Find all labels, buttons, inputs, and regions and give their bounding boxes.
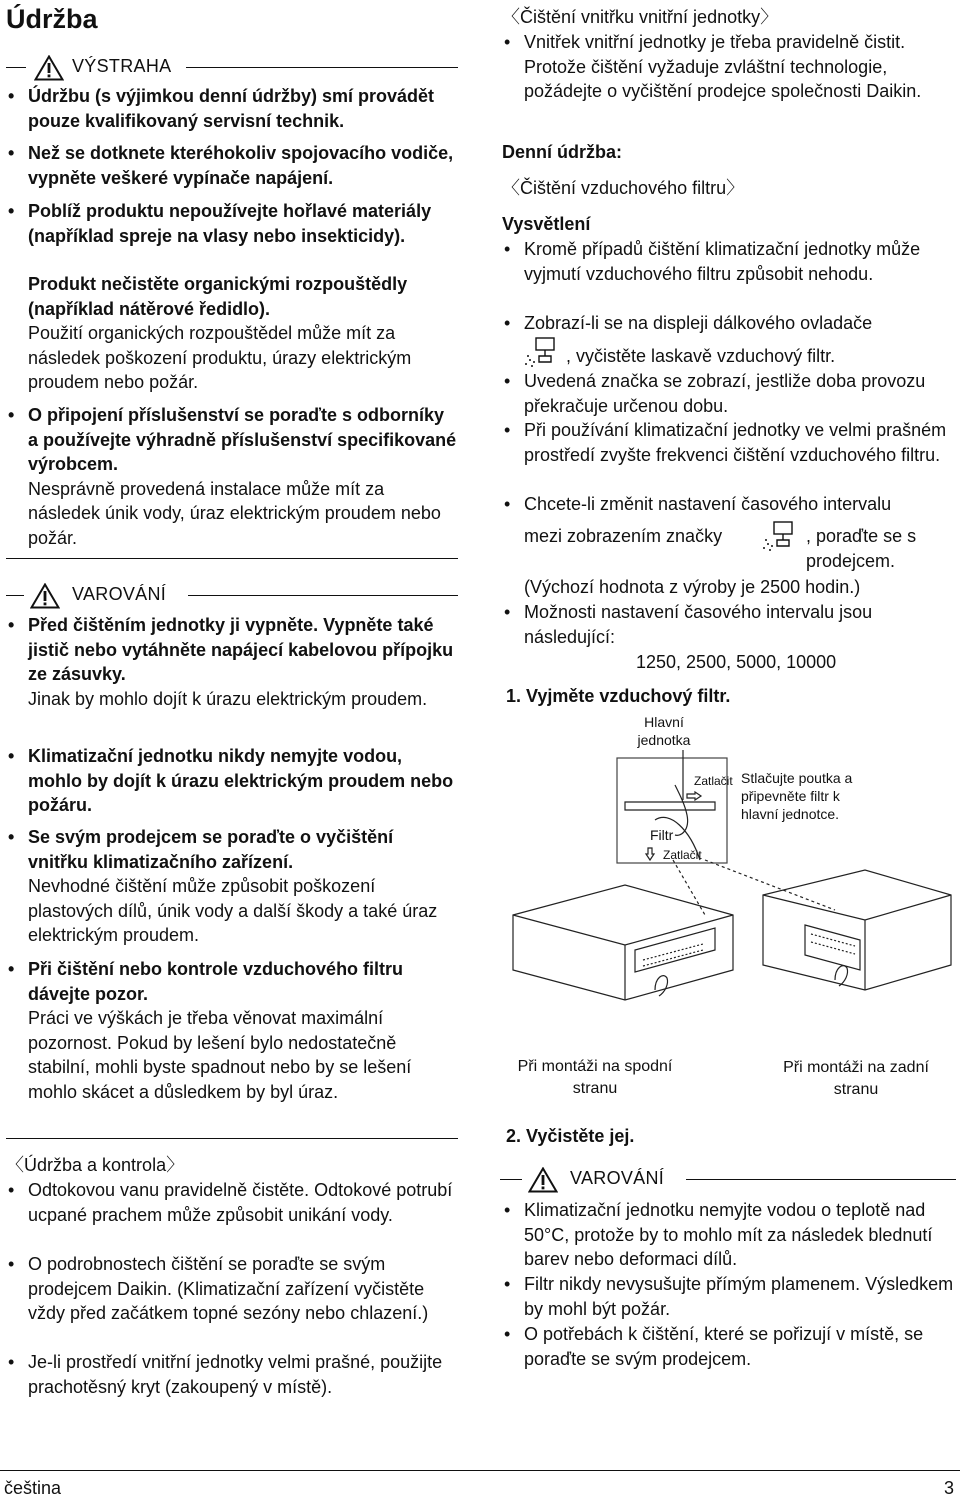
warning-item-bold: Než se dotknete kteréhokoliv spojovacího vodiče, vypněte veškeré vypínače napájení.	[28, 143, 454, 188]
caution-item-note: Jinak by mohlo dojít k úrazu elektrickým proudem.	[28, 688, 428, 709]
caption-back-mount: Při montáži na zadní stranu	[783, 1059, 929, 1098]
caution-item-bold: Před čištěním jednotky ji vypněte. Vypněte také jistič nebo vytáhněte napájecí kabelovou přípojku ze zásuvky.	[28, 615, 454, 684]
caution-item-note: Práci ve výškách je třeba věnovat maximální pozornost. Pokud by lešení bylo nedostatečně stabilní, mohli byste spadnout nebo by se lešení mohlo skácet a důsledkem by byl úraz.	[28, 1008, 412, 1102]
fig-label-filter: Filtr	[650, 827, 674, 843]
warning-item-bold: O připojení příslušenství se poraďte s odborníky a používejte výhradně příslušenství specifikované výrobcem.	[28, 405, 457, 474]
filter-removal-illustration	[505, 710, 955, 1050]
caution-item-bold: Klimatizační jednotku nikdy nemyjte vodou, mohlo by dojít k úrazu elektrickým proudem nebo požáru.	[28, 746, 454, 815]
page-number: 3	[943, 1478, 954, 1498]
warning-item-bold: Produkt nečistěte organickými rozpouštědly (například nátěrové ředidlo).	[28, 274, 408, 319]
filter-sign-icon	[760, 520, 804, 554]
explanation-item-cont: , poraďte se s prodejcem.	[806, 526, 917, 571]
caution-header	[6, 583, 458, 609]
page-title: Údržba	[6, 4, 98, 34]
warning-triangle-icon	[528, 1167, 558, 1193]
caution-item-bold: Při čištění nebo kontrole vzduchového filtru dávejte pozor.	[28, 959, 404, 1004]
step-2: 2. Vyčistěte jej.	[506, 1126, 635, 1146]
caution-title: VAROVÁNÍ	[72, 584, 167, 604]
daily-maintenance-heading: Denní údržba:	[502, 142, 622, 162]
warning-triangle-icon	[30, 583, 60, 609]
filter-cleaning-heading: 〈Čištění vzduchového filtru〉	[502, 178, 745, 198]
caution-header	[500, 1167, 956, 1193]
interval-options: 1250, 2500, 5000, 10000	[636, 652, 837, 672]
explanation-item-tail: , vyčistěte laskavě vzduchový filtr.	[566, 346, 836, 366]
fig-label-push: Zatlačit	[663, 848, 702, 862]
fig-label-instruction: Stlačujte poutka a připevněte filtr k hlavní jednotce.	[741, 770, 853, 822]
caution-item-bold: Se svým prodejcem se poraďte o vyčištění vnitřku klimatizačního zařízení.	[28, 827, 394, 872]
filter-sign-icon	[522, 336, 566, 370]
fig-label-main-unit: Hlavní jednotka	[637, 714, 691, 748]
caption-bottom-mount: Při montáži na spodní stranu	[517, 1058, 673, 1097]
warning-item	[28, 272, 458, 395]
warning-item-note: Použití organických rozpouštědel může mít za následek poškození produktu, úrazy elektrickým proudem nebo požár.	[28, 323, 412, 392]
warning-header	[6, 55, 458, 81]
step-1: 1. Vyjměte vzduchový filtr.	[506, 686, 731, 706]
divider	[6, 1138, 458, 1139]
warning-triangle-icon	[34, 55, 64, 81]
explanation-default: (Výchozí hodnota z výroby je 2500 hodin.)	[524, 577, 861, 597]
divider	[6, 558, 458, 559]
fig-label-push: Zatlačit	[694, 774, 733, 788]
footer-rule	[0, 1470, 960, 1471]
explanation-heading: Vysvětlení	[502, 214, 591, 234]
warning-item-note: Nesprávně provedená instalace může mít za následek únik vody, úraz elektrickým proudem nebo požár.	[28, 478, 441, 548]
explanation-item-cont: mezi zobrazením značky	[524, 526, 723, 546]
warning-item-bold: Poblíž produktu nepoužívejte hořlavé materiály (například spreje na vlasy nebo insekticidy).	[28, 201, 432, 246]
caution-title: VAROVÁNÍ	[570, 1168, 665, 1188]
caution-item-note: Nevhodné čištění může způsobit poškození plastových dílů, únik vody a další škody a také úraz elektrickým proudem.	[28, 876, 438, 945]
inner-cleaning-heading: 〈Čištění vnitřku vnitřní jednotky〉	[502, 7, 779, 27]
warning-title: VÝSTRAHA	[72, 56, 172, 76]
footer-language: čeština	[4, 1478, 62, 1498]
maintenance-heading: 〈Údržba a kontrola〉	[6, 1155, 185, 1175]
warning-item-bold: Údržbu (s výjimkou denní údržby) smí provádět pouze kvalifikovaný servisní technik.	[28, 86, 435, 131]
